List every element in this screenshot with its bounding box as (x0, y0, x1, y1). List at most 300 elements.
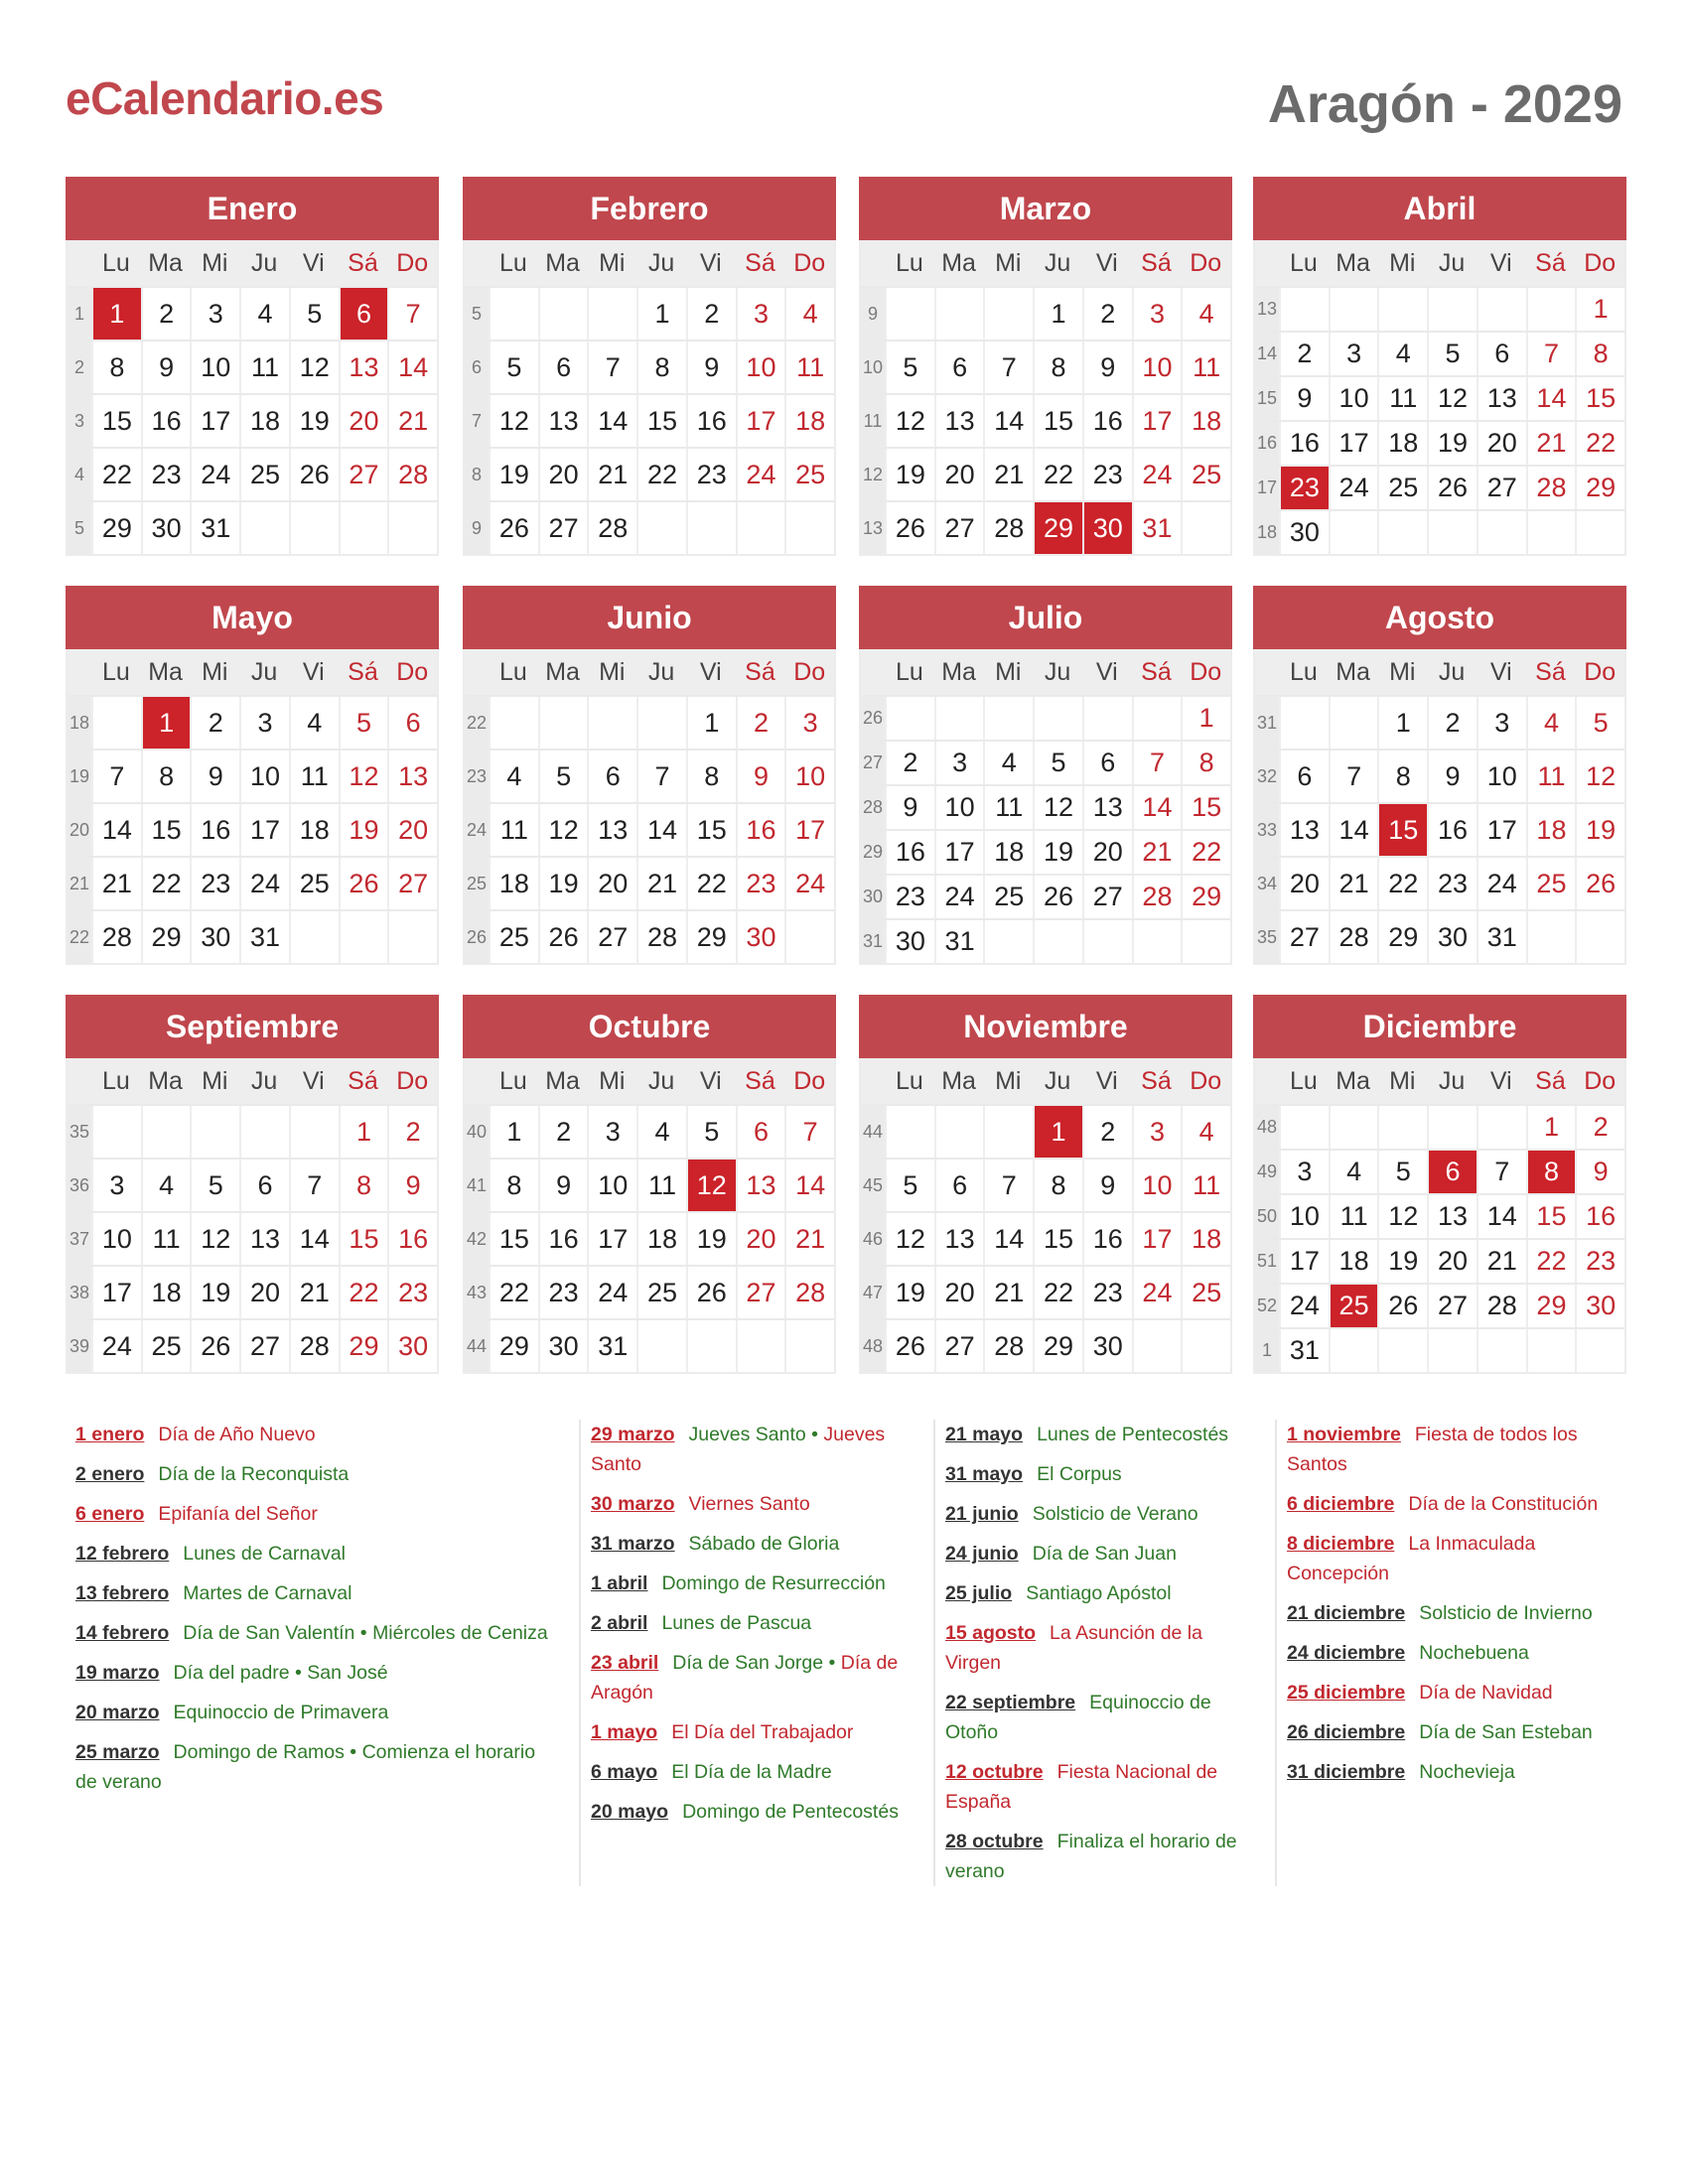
day-cell[interactable]: 17 (1132, 395, 1182, 447)
day-cell[interactable]: 7 (91, 751, 141, 802)
day-cell[interactable]: 10 (934, 786, 984, 829)
day-cell[interactable]: 27 (239, 1320, 289, 1372)
day-cell[interactable]: 22 (1033, 1267, 1082, 1318)
day-cell[interactable]: 1 (636, 288, 686, 340)
day-cell[interactable]: 15 (636, 395, 686, 447)
day-cell[interactable]: 31 (587, 1320, 636, 1372)
day-cell[interactable]: 11 (784, 341, 834, 393)
day-cell[interactable]: 12 (885, 395, 934, 447)
day-cell[interactable]: 4 (636, 1106, 686, 1158)
day-cell[interactable]: 29 (1033, 1320, 1082, 1372)
day-cell[interactable]: 7 (1526, 333, 1576, 375)
day-cell[interactable]: 9 (1082, 1160, 1132, 1211)
holiday-date[interactable]: 22 septiembre (945, 1692, 1076, 1713)
day-cell[interactable]: 23 (387, 1267, 437, 1318)
day-cell[interactable]: 18 (1181, 1213, 1230, 1265)
day-cell[interactable]: 22 (91, 449, 141, 500)
day-cell[interactable]: 20 (239, 1267, 289, 1318)
day-cell[interactable]: 20 (934, 449, 984, 500)
holiday-date[interactable]: 31 diciembre (1287, 1761, 1406, 1783)
day-cell[interactable]: 27 (387, 858, 437, 909)
day-cell[interactable]: 17 (587, 1213, 636, 1265)
day-cell[interactable]: 2 (1279, 333, 1329, 375)
day-cell[interactable]: 26 (289, 449, 339, 500)
day-cell[interactable]: 15 (1033, 1213, 1082, 1265)
day-cell[interactable]: 23 (1427, 858, 1477, 909)
day-cell[interactable]: 8 (91, 341, 141, 393)
holiday-date[interactable]: 12 febrero (75, 1543, 170, 1565)
day-cell[interactable]: 10 (1329, 377, 1378, 420)
holiday-date[interactable]: 21 diciembre (1287, 1602, 1406, 1624)
day-cell[interactable]: 24 (934, 876, 984, 918)
day-cell[interactable]: 13 (387, 751, 437, 802)
day-cell[interactable]: 18 (1526, 804, 1576, 856)
day-cell[interactable]: 3 (587, 1106, 636, 1158)
holiday-date[interactable]: 6 mayo (591, 1761, 658, 1783)
day-cell[interactable]: 11 (636, 1160, 686, 1211)
day-cell[interactable]: 3 (1329, 333, 1378, 375)
day-cell[interactable]: 4 (983, 742, 1033, 784)
day-cell[interactable]: 28 (1132, 876, 1182, 918)
day-cell[interactable]: 27 (538, 502, 588, 554)
day-cell[interactable]: 30 (141, 502, 191, 554)
day-cell[interactable]: 20 (736, 1213, 785, 1265)
holiday-date[interactable]: 8 diciembre (1287, 1533, 1395, 1555)
day-cell[interactable]: 29 (1181, 876, 1230, 918)
day-cell[interactable]: 17 (91, 1267, 141, 1318)
day-cell[interactable]: 25 (1181, 1267, 1230, 1318)
day-cell[interactable]: 29 (1526, 1285, 1576, 1327)
day-cell[interactable]: 2 (736, 697, 785, 749)
day-cell[interactable]: 26 (885, 1320, 934, 1372)
holiday-date[interactable]: 20 marzo (75, 1702, 160, 1723)
day-cell[interactable]: 23 (190, 858, 239, 909)
holiday-date[interactable]: 1 enero (75, 1424, 145, 1445)
day-cell[interactable]: 25 (239, 449, 289, 500)
day-cell[interactable]: 31 (190, 502, 239, 554)
day-cell[interactable]: 21 (1132, 831, 1182, 874)
day-cell[interactable]: 21 (636, 858, 686, 909)
day-cell[interactable]: 16 (141, 395, 191, 447)
day-cell[interactable]: 26 (339, 858, 388, 909)
day-cell[interactable]: 20 (538, 449, 588, 500)
day-cell[interactable]: 28 (636, 911, 686, 963)
day-cell[interactable]: 31 (934, 920, 984, 963)
day-cell[interactable]: 21 (289, 1267, 339, 1318)
day-cell[interactable]: 18 (1377, 422, 1427, 465)
day-cell[interactable]: 31 (1132, 502, 1182, 554)
day-cell[interactable]: 28 (983, 1320, 1033, 1372)
holiday-day-cell[interactable]: 12 (686, 1160, 736, 1211)
day-cell[interactable]: 20 (934, 1267, 984, 1318)
holiday-day-cell[interactable]: 8 (1526, 1151, 1576, 1193)
day-cell[interactable]: 27 (1427, 1285, 1477, 1327)
day-cell[interactable]: 7 (1132, 742, 1182, 784)
holiday-day-cell[interactable]: 30 (1082, 502, 1132, 554)
day-cell[interactable]: 22 (489, 1267, 538, 1318)
day-cell[interactable]: 29 (141, 911, 191, 963)
day-cell[interactable]: 23 (1575, 1240, 1624, 1283)
day-cell[interactable]: 20 (339, 395, 388, 447)
day-cell[interactable]: 29 (489, 1320, 538, 1372)
day-cell[interactable]: 26 (538, 911, 588, 963)
day-cell[interactable]: 28 (1526, 467, 1576, 509)
day-cell[interactable]: 27 (587, 911, 636, 963)
day-cell[interactable]: 27 (1477, 467, 1526, 509)
day-cell[interactable]: 8 (1575, 333, 1624, 375)
day-cell[interactable]: 22 (1377, 858, 1427, 909)
day-cell[interactable]: 22 (686, 858, 736, 909)
day-cell[interactable]: 30 (1279, 511, 1329, 554)
day-cell[interactable]: 8 (489, 1160, 538, 1211)
day-cell[interactable]: 19 (1427, 422, 1477, 465)
day-cell[interactable]: 3 (1132, 288, 1182, 340)
day-cell[interactable]: 30 (1427, 911, 1477, 963)
day-cell[interactable]: 18 (489, 858, 538, 909)
day-cell[interactable]: 10 (1477, 751, 1526, 802)
day-cell[interactable]: 1 (339, 1106, 388, 1158)
day-cell[interactable]: 1 (1033, 288, 1082, 340)
day-cell[interactable]: 22 (1033, 449, 1082, 500)
day-cell[interactable]: 20 (1279, 858, 1329, 909)
day-cell[interactable]: 20 (1477, 422, 1526, 465)
day-cell[interactable]: 5 (190, 1160, 239, 1211)
day-cell[interactable]: 10 (190, 341, 239, 393)
day-cell[interactable]: 13 (736, 1160, 785, 1211)
day-cell[interactable]: 19 (190, 1267, 239, 1318)
holiday-date[interactable]: 6 diciembre (1287, 1493, 1395, 1515)
day-cell[interactable]: 19 (538, 858, 588, 909)
day-cell[interactable]: 8 (339, 1160, 388, 1211)
day-cell[interactable]: 15 (1575, 377, 1624, 420)
day-cell[interactable]: 7 (784, 1106, 834, 1158)
holiday-date[interactable]: 31 marzo (591, 1533, 675, 1555)
day-cell[interactable]: 17 (736, 395, 785, 447)
day-cell[interactable]: 15 (339, 1213, 388, 1265)
day-cell[interactable]: 4 (1526, 697, 1576, 749)
day-cell[interactable]: 13 (1477, 377, 1526, 420)
day-cell[interactable]: 31 (239, 911, 289, 963)
day-cell[interactable]: 14 (289, 1213, 339, 1265)
day-cell[interactable]: 8 (141, 751, 191, 802)
day-cell[interactable]: 25 (141, 1320, 191, 1372)
holiday-day-cell[interactable]: 1 (91, 288, 141, 340)
holiday-day-cell[interactable]: 29 (1033, 502, 1082, 554)
day-cell[interactable]: 6 (934, 1160, 984, 1211)
day-cell[interactable]: 2 (1427, 697, 1477, 749)
day-cell[interactable]: 3 (736, 288, 785, 340)
day-cell[interactable]: 29 (1377, 911, 1427, 963)
day-cell[interactable]: 23 (1082, 1267, 1132, 1318)
day-cell[interactable]: 10 (1279, 1195, 1329, 1238)
day-cell[interactable]: 21 (587, 449, 636, 500)
day-cell[interactable]: 29 (1575, 467, 1624, 509)
day-cell[interactable]: 5 (538, 751, 588, 802)
day-cell[interactable]: 6 (239, 1160, 289, 1211)
day-cell[interactable]: 15 (489, 1213, 538, 1265)
day-cell[interactable]: 19 (1033, 831, 1082, 874)
day-cell[interactable]: 5 (1427, 333, 1477, 375)
day-cell[interactable]: 30 (885, 920, 934, 963)
day-cell[interactable]: 3 (91, 1160, 141, 1211)
day-cell[interactable]: 12 (538, 804, 588, 856)
day-cell[interactable]: 25 (983, 876, 1033, 918)
holiday-date[interactable]: 31 mayo (945, 1463, 1024, 1485)
day-cell[interactable]: 27 (339, 449, 388, 500)
day-cell[interactable]: 7 (1477, 1151, 1526, 1193)
day-cell[interactable]: 19 (686, 1213, 736, 1265)
day-cell[interactable]: 31 (1477, 911, 1526, 963)
day-cell[interactable]: 9 (686, 341, 736, 393)
day-cell[interactable]: 3 (190, 288, 239, 340)
day-cell[interactable]: 29 (686, 911, 736, 963)
day-cell[interactable]: 25 (784, 449, 834, 500)
day-cell[interactable]: 11 (239, 341, 289, 393)
day-cell[interactable]: 28 (784, 1267, 834, 1318)
day-cell[interactable]: 4 (239, 288, 289, 340)
day-cell[interactable]: 5 (686, 1106, 736, 1158)
day-cell[interactable]: 14 (91, 804, 141, 856)
day-cell[interactable]: 15 (1181, 786, 1230, 829)
day-cell[interactable]: 25 (636, 1267, 686, 1318)
day-cell[interactable]: 26 (686, 1267, 736, 1318)
day-cell[interactable]: 18 (141, 1267, 191, 1318)
day-cell[interactable]: 4 (289, 697, 339, 749)
day-cell[interactable]: 2 (686, 288, 736, 340)
day-cell[interactable]: 16 (1575, 1195, 1624, 1238)
day-cell[interactable]: 5 (289, 288, 339, 340)
day-cell[interactable]: 11 (141, 1213, 191, 1265)
holiday-date[interactable]: 13 febrero (75, 1582, 170, 1604)
day-cell[interactable]: 28 (1477, 1285, 1526, 1327)
day-cell[interactable]: 7 (587, 341, 636, 393)
day-cell[interactable]: 7 (1329, 751, 1378, 802)
day-cell[interactable]: 17 (1329, 422, 1378, 465)
day-cell[interactable]: 15 (1526, 1195, 1576, 1238)
day-cell[interactable]: 18 (289, 804, 339, 856)
day-cell[interactable]: 5 (885, 1160, 934, 1211)
day-cell[interactable]: 2 (190, 697, 239, 749)
day-cell[interactable]: 6 (1279, 751, 1329, 802)
day-cell[interactable]: 27 (934, 502, 984, 554)
holiday-date[interactable]: 24 junio (945, 1543, 1019, 1565)
day-cell[interactable]: 21 (1477, 1240, 1526, 1283)
day-cell[interactable]: 2 (1082, 1106, 1132, 1158)
day-cell[interactable]: 30 (538, 1320, 588, 1372)
day-cell[interactable]: 3 (239, 697, 289, 749)
day-cell[interactable]: 17 (1279, 1240, 1329, 1283)
day-cell[interactable]: 16 (885, 831, 934, 874)
day-cell[interactable]: 13 (934, 395, 984, 447)
day-cell[interactable]: 13 (1427, 1195, 1477, 1238)
day-cell[interactable]: 28 (587, 502, 636, 554)
day-cell[interactable]: 5 (339, 697, 388, 749)
day-cell[interactable]: 5 (1575, 697, 1624, 749)
day-cell[interactable]: 23 (1082, 449, 1132, 500)
day-cell[interactable]: 1 (686, 697, 736, 749)
day-cell[interactable]: 19 (885, 1267, 934, 1318)
day-cell[interactable]: 25 (489, 911, 538, 963)
holiday-date[interactable]: 2 abril (591, 1612, 648, 1634)
day-cell[interactable]: 10 (91, 1213, 141, 1265)
day-cell[interactable]: 28 (91, 911, 141, 963)
day-cell[interactable]: 18 (983, 831, 1033, 874)
day-cell[interactable]: 19 (289, 395, 339, 447)
day-cell[interactable]: 6 (1082, 742, 1132, 784)
day-cell[interactable]: 30 (736, 911, 785, 963)
day-cell[interactable]: 6 (538, 341, 588, 393)
day-cell[interactable]: 3 (1279, 1151, 1329, 1193)
day-cell[interactable]: 18 (239, 395, 289, 447)
day-cell[interactable]: 8 (1377, 751, 1427, 802)
day-cell[interactable]: 22 (339, 1267, 388, 1318)
day-cell[interactable]: 5 (489, 341, 538, 393)
holiday-day-cell[interactable]: 6 (339, 288, 388, 340)
day-cell[interactable]: 24 (239, 858, 289, 909)
day-cell[interactable]: 13 (1082, 786, 1132, 829)
day-cell[interactable]: 26 (1033, 876, 1082, 918)
day-cell[interactable]: 16 (686, 395, 736, 447)
day-cell[interactable]: 12 (190, 1213, 239, 1265)
holiday-date[interactable]: 20 mayo (591, 1801, 669, 1823)
holiday-day-cell[interactable]: 1 (1033, 1106, 1082, 1158)
day-cell[interactable]: 14 (1477, 1195, 1526, 1238)
day-cell[interactable]: 26 (885, 502, 934, 554)
day-cell[interactable]: 9 (190, 751, 239, 802)
day-cell[interactable]: 9 (736, 751, 785, 802)
day-cell[interactable]: 14 (983, 1213, 1033, 1265)
day-cell[interactable]: 22 (1526, 1240, 1576, 1283)
holiday-date[interactable]: 2 enero (75, 1463, 145, 1485)
holiday-day-cell[interactable]: 23 (1279, 467, 1329, 509)
day-cell[interactable]: 10 (784, 751, 834, 802)
day-cell[interactable]: 16 (190, 804, 239, 856)
day-cell[interactable]: 22 (1181, 831, 1230, 874)
day-cell[interactable]: 6 (934, 341, 984, 393)
day-cell[interactable]: 24 (1477, 858, 1526, 909)
day-cell[interactable]: 17 (190, 395, 239, 447)
day-cell[interactable]: 10 (587, 1160, 636, 1211)
day-cell[interactable]: 14 (784, 1160, 834, 1211)
day-cell[interactable]: 1 (1181, 697, 1230, 740)
day-cell[interactable]: 12 (489, 395, 538, 447)
day-cell[interactable]: 16 (1427, 804, 1477, 856)
day-cell[interactable]: 12 (1377, 1195, 1427, 1238)
day-cell[interactable]: 21 (1329, 858, 1378, 909)
day-cell[interactable]: 20 (387, 804, 437, 856)
day-cell[interactable]: 11 (1377, 377, 1427, 420)
day-cell[interactable]: 7 (289, 1160, 339, 1211)
day-cell[interactable]: 3 (1477, 697, 1526, 749)
day-cell[interactable]: 11 (1181, 341, 1230, 393)
day-cell[interactable]: 3 (784, 697, 834, 749)
holiday-date[interactable]: 6 enero (75, 1503, 145, 1525)
day-cell[interactable]: 14 (636, 804, 686, 856)
day-cell[interactable]: 8 (636, 341, 686, 393)
day-cell[interactable]: 21 (91, 858, 141, 909)
day-cell[interactable]: 1 (1377, 697, 1427, 749)
day-cell[interactable]: 30 (387, 1320, 437, 1372)
holiday-date[interactable]: 19 marzo (75, 1662, 160, 1684)
day-cell[interactable]: 2 (141, 288, 191, 340)
day-cell[interactable]: 20 (1082, 831, 1132, 874)
site-logo[interactable]: eCalendario.es (66, 72, 384, 124)
day-cell[interactable]: 24 (736, 449, 785, 500)
day-cell[interactable]: 4 (1181, 288, 1230, 340)
day-cell[interactable]: 23 (141, 449, 191, 500)
holiday-date[interactable]: 24 diciembre (1287, 1642, 1406, 1664)
day-cell[interactable]: 6 (1477, 333, 1526, 375)
day-cell[interactable]: 11 (1181, 1160, 1230, 1211)
day-cell[interactable]: 21 (1526, 422, 1576, 465)
day-cell[interactable]: 8 (686, 751, 736, 802)
day-cell[interactable]: 21 (983, 449, 1033, 500)
day-cell[interactable]: 3 (934, 742, 984, 784)
day-cell[interactable]: 9 (885, 786, 934, 829)
day-cell[interactable]: 21 (983, 1267, 1033, 1318)
day-cell[interactable]: 3 (1132, 1106, 1182, 1158)
day-cell[interactable]: 6 (736, 1106, 785, 1158)
day-cell[interactable]: 1 (489, 1106, 538, 1158)
day-cell[interactable]: 8 (1181, 742, 1230, 784)
day-cell[interactable]: 23 (885, 876, 934, 918)
holiday-date[interactable]: 1 noviembre (1287, 1424, 1401, 1445)
day-cell[interactable]: 7 (983, 1160, 1033, 1211)
holiday-date[interactable]: 1 abril (591, 1572, 648, 1594)
day-cell[interactable]: 8 (1033, 341, 1082, 393)
day-cell[interactable]: 26 (190, 1320, 239, 1372)
day-cell[interactable]: 13 (239, 1213, 289, 1265)
day-cell[interactable]: 25 (1377, 467, 1427, 509)
day-cell[interactable]: 1 (1526, 1106, 1576, 1149)
day-cell[interactable]: 27 (934, 1320, 984, 1372)
day-cell[interactable]: 9 (1427, 751, 1477, 802)
day-cell[interactable]: 11 (1526, 751, 1576, 802)
holiday-day-cell[interactable]: 6 (1427, 1151, 1477, 1193)
day-cell[interactable]: 16 (1279, 422, 1329, 465)
holiday-date[interactable]: 28 octubre (945, 1831, 1044, 1852)
day-cell[interactable]: 31 (1279, 1329, 1329, 1372)
holiday-date[interactable]: 25 marzo (75, 1741, 160, 1763)
day-cell[interactable]: 17 (784, 804, 834, 856)
day-cell[interactable]: 14 (387, 341, 437, 393)
day-cell[interactable]: 11 (289, 751, 339, 802)
day-cell[interactable]: 22 (141, 858, 191, 909)
day-cell[interactable]: 14 (1132, 786, 1182, 829)
day-cell[interactable]: 16 (538, 1213, 588, 1265)
day-cell[interactable]: 19 (1575, 804, 1624, 856)
day-cell[interactable]: 10 (239, 751, 289, 802)
day-cell[interactable]: 4 (141, 1160, 191, 1211)
holiday-day-cell[interactable]: 1 (141, 697, 191, 749)
day-cell[interactable]: 28 (983, 502, 1033, 554)
day-cell[interactable]: 29 (339, 1320, 388, 1372)
day-cell[interactable]: 2 (885, 742, 934, 784)
day-cell[interactable]: 17 (934, 831, 984, 874)
day-cell[interactable]: 7 (636, 751, 686, 802)
day-cell[interactable]: 20 (587, 858, 636, 909)
day-cell[interactable]: 9 (1279, 377, 1329, 420)
day-cell[interactable]: 18 (1181, 395, 1230, 447)
day-cell[interactable]: 2 (1575, 1106, 1624, 1149)
day-cell[interactable]: 23 (538, 1267, 588, 1318)
day-cell[interactable]: 26 (1575, 858, 1624, 909)
day-cell[interactable]: 23 (736, 858, 785, 909)
day-cell[interactable]: 2 (387, 1106, 437, 1158)
day-cell[interactable]: 13 (587, 804, 636, 856)
day-cell[interactable]: 13 (538, 395, 588, 447)
day-cell[interactable]: 24 (1329, 467, 1378, 509)
